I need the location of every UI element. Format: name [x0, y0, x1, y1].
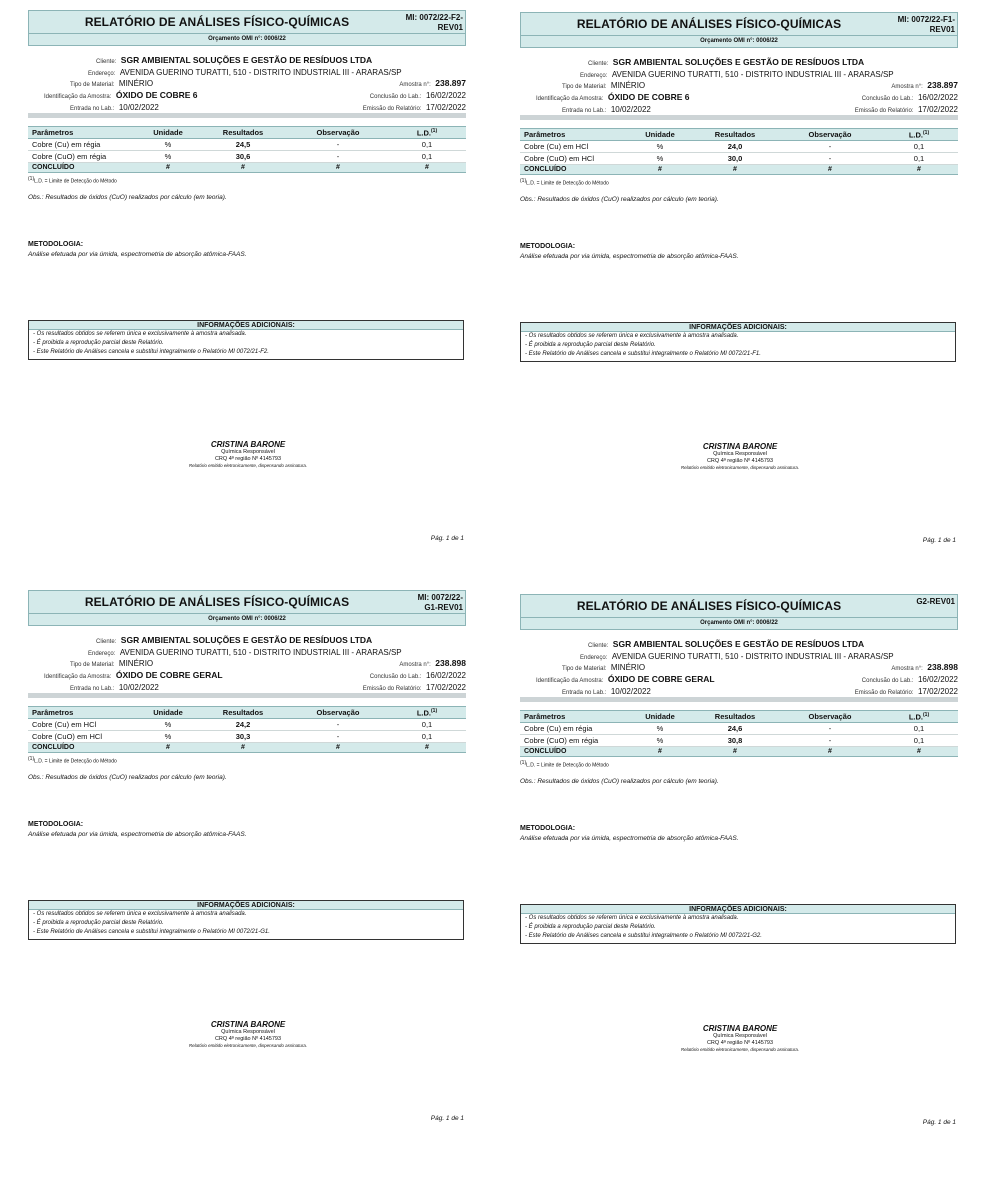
param-cell: Cobre (Cu) em régia: [28, 139, 138, 151]
hash-cell: #: [138, 743, 198, 753]
entrada-row: [70, 677, 466, 692]
info-adicionais-box: [28, 900, 464, 940]
param-cell: Cobre (CuO) em HCl: [520, 153, 630, 165]
result-cell: 30,0: [690, 153, 780, 165]
cliente-value: SGR AMBIENTAL SOLUÇÕES E GESTÃO DE RESÍDUOS LTDA: [612, 639, 865, 649]
info-line-3: - Este Relatório de Análises cancela e substitui integralmente o Relatório MI 0072/21-G1.: [33, 929, 270, 935]
identificacao-value: ÓXIDO DE COBRE GERAL: [607, 674, 715, 684]
separator-bar: [520, 115, 958, 120]
unit-cell: %: [138, 151, 198, 163]
info-adicionais-title: INFORMAÇÕES ADICIONAIS:: [29, 901, 463, 910]
separator-bar: [28, 113, 466, 118]
ld-footnote: $^{(1)}$L.D. = Limite de Detecção do Método: [28, 176, 117, 185]
ld-cell: 0,1: [880, 723, 958, 735]
unit-cell: %: [138, 719, 198, 731]
hash-cell: #: [630, 747, 690, 757]
hash-cell: #: [690, 165, 780, 175]
conclusao-value: 16/02/2022: [917, 675, 958, 684]
endereco-label: Endereço:: [580, 73, 608, 79]
entrada-label: Entrada no Lab.:: [562, 108, 607, 114]
result-cell: 24,2: [198, 719, 288, 731]
info-line-1: - Os resultados obtidos se referem única e exclusivamente à amostra analisada.: [33, 331, 247, 337]
amostra-value: 238.898: [927, 662, 958, 672]
entrada-value: 10/02/2022: [610, 687, 651, 696]
table-row: [28, 151, 466, 163]
header-parametros: Parâmetros: [28, 127, 138, 139]
header-resultados: Resultados: [690, 711, 780, 723]
signature-role: Química Responsável: [221, 449, 275, 455]
cliente-row: [588, 52, 865, 67]
report-code: [401, 13, 463, 33]
signature-block: [128, 1020, 368, 1048]
entrada-value: 10/02/2022: [610, 105, 651, 114]
hash-cell: #: [198, 163, 288, 173]
orcamento-number: Orçamento OMI n°: 0006/22: [520, 618, 958, 630]
tipo-value: MINÉRIO: [610, 81, 646, 90]
cliente-label: Cliente:: [588, 61, 609, 67]
header-resultados: Resultados: [690, 129, 780, 141]
hash-cell: #: [780, 165, 880, 175]
signature-note: Relatório emitido eletronicamente, dispensando assinatura.: [188, 463, 308, 468]
identificacao-row: [536, 87, 958, 102]
report-code-line2: G2-REV01: [916, 597, 955, 606]
table-row: [520, 153, 958, 165]
header-observacao: Observação: [780, 711, 880, 723]
page-number: Pág. 1 de 1: [430, 535, 464, 542]
tipo-label: Tipo de Material:: [70, 662, 115, 668]
obs-cell: -: [288, 731, 388, 743]
hash-cell: #: [198, 743, 288, 753]
report-code-line2: REV01: [437, 23, 463, 32]
concluido-cell: CONCLUÍDO: [520, 165, 630, 175]
concluido-cell: CONCLUÍDO: [28, 163, 138, 173]
table-row: [28, 719, 466, 731]
concluido-row: [520, 747, 958, 757]
entrada-value: 10/02/2022: [118, 683, 159, 692]
conclusao-label: Conclusão do Lab.:: [861, 678, 914, 684]
report-title: RELATÓRIO DE ANÁLISES FÍSICO-QUÍMICAS: [576, 17, 842, 31]
ld-cell: 0,1: [388, 151, 466, 163]
hash-cell: #: [388, 163, 466, 173]
endereco-value: AVENIDA GUERINO TURATTI, 510 - DISTRITO INDUSTRIAL III - ARARAS/SP: [611, 652, 894, 661]
table-row: [520, 735, 958, 747]
emissao-value: 17/02/2022: [917, 687, 958, 696]
page-number: Pág. 1 de 1: [922, 537, 956, 544]
signature-crq: CRQ 4ª região Nº 4145793: [214, 456, 282, 462]
result-cell: 24,6: [690, 723, 780, 735]
report-code: [401, 593, 463, 613]
orcamento-number: Orçamento OMI n°: 0006/22: [28, 34, 466, 46]
report-code-line1: MI: 0072/22-F1-: [897, 15, 955, 24]
report-code-line1: MI: 0072/22-: [417, 593, 463, 602]
ld-cell: 0,1: [880, 141, 958, 153]
ld-cell: 0,1: [388, 139, 466, 151]
ld-footnote: $^{(1)}$L.D. = Limite de Detecção do Método: [28, 756, 117, 765]
report-title: RELATÓRIO DE ANÁLISES FÍSICO-QUÍMICAS: [84, 15, 350, 29]
obs-cell: -: [288, 719, 388, 731]
metodologia-text: Análise efetuada por via úmida, espectrometria de absorção atômica-FAAS.: [520, 253, 739, 260]
header-parametros: Parâmetros: [520, 129, 630, 141]
tipo-value: MINÉRIO: [118, 79, 154, 88]
ld-cell: 0,1: [880, 153, 958, 165]
cliente-value: SGR AMBIENTAL SOLUÇÕES E GESTÃO DE RESÍDUOS LTDA: [120, 635, 373, 645]
header-unidade: Unidade: [138, 127, 198, 139]
metodologia-title: METODOLOGIA:: [520, 825, 576, 832]
emissao-label: Emissão do Relatório:: [854, 690, 914, 696]
header-observacao: Observação: [288, 127, 388, 139]
results-header-row: [520, 129, 958, 141]
entrada-row: [562, 99, 958, 114]
endereco-label: Endereço:: [580, 655, 608, 661]
entrada-label: Entrada no Lab.:: [70, 686, 115, 692]
metodologia-text: Análise efetuada por via úmida, espectrometria de absorção atômica-FAAS.: [28, 251, 247, 258]
endereco-value: AVENIDA GUERINO TURATTI, 510 - DISTRITO INDUSTRIAL III - ARARAS/SP: [119, 648, 402, 657]
tipo-row: [70, 73, 466, 88]
result-cell: 30,8: [690, 735, 780, 747]
param-cell: Cobre (Cu) em HCl: [28, 719, 138, 731]
info-line-2: - É proibida a reprodução parcial deste Relatório.: [525, 924, 656, 930]
header-parametros: Parâmetros: [520, 711, 630, 723]
report-code: [893, 15, 955, 35]
emissao-value: 17/02/2022: [425, 103, 466, 112]
report-title: RELATÓRIO DE ANÁLISES FÍSICO-QUÍMICAS: [84, 595, 350, 609]
conclusao-value: 16/02/2022: [917, 93, 958, 102]
separator-bar: [520, 697, 958, 702]
conclusao-value: 16/02/2022: [425, 671, 466, 680]
obs-note: Obs.: Resultados de óxidos (CuO) realizados por cálculo (em teoria).: [28, 774, 227, 781]
signature-role: Química Responsável: [221, 1029, 275, 1035]
param-cell: Cobre (CuO) em HCl: [28, 731, 138, 743]
info-adicionais-box: [520, 322, 956, 362]
cliente-label: Cliente:: [96, 639, 117, 645]
metodologia-text: Análise efetuada por via úmida, espectrometria de absorção atômica-FAAS.: [520, 835, 739, 842]
info-adicionais-title: INFORMAÇÕES ADICIONAIS:: [29, 321, 463, 330]
info-line-1: - Os resultados obtidos se referem única e exclusivamente à amostra analisada.: [525, 333, 739, 339]
amostra-value: 238.897: [435, 78, 466, 88]
identificacao-row: [536, 669, 958, 684]
signature-crq: CRQ 4ª região Nº 4145793: [706, 1040, 774, 1046]
hash-cell: #: [388, 743, 466, 753]
ld-cell: 0,1: [388, 731, 466, 743]
header-ld: L.D.$^{(1)}$: [880, 711, 958, 723]
identificacao-row: [44, 665, 466, 680]
unit-cell: %: [630, 723, 690, 735]
metodologia-title: METODOLOGIA:: [520, 243, 576, 250]
results-table: [28, 126, 466, 173]
tipo-label: Tipo de Material:: [70, 82, 115, 88]
amostra-label: Amostra n°:: [399, 662, 431, 668]
header-ld: L.D.$^{(1)}$: [880, 129, 958, 141]
report-page: [28, 590, 468, 1150]
results-table: [520, 710, 958, 757]
amostra-value: 238.898: [435, 658, 466, 668]
info-line-2: - É proibida a reprodução parcial deste Relatório.: [33, 920, 164, 926]
cliente-label: Cliente:: [588, 643, 609, 649]
cliente-value: SGR AMBIENTAL SOLUÇÕES E GESTÃO DE RESÍDUOS LTDA: [612, 57, 865, 67]
header-resultados: Resultados: [198, 127, 288, 139]
result-cell: 24,5: [198, 139, 288, 151]
hash-cell: #: [780, 747, 880, 757]
info-line-1: - Os resultados obtidos se referem única e exclusivamente à amostra analisada.: [33, 911, 247, 917]
report-title: RELATÓRIO DE ANÁLISES FÍSICO-QUÍMICAS: [576, 599, 842, 613]
amostra-label: Amostra n°:: [891, 84, 923, 90]
endereco-label: Endereço:: [88, 71, 116, 77]
tipo-value: MINÉRIO: [610, 663, 646, 672]
result-cell: 30,6: [198, 151, 288, 163]
obs-note: Obs.: Resultados de óxidos (CuO) realizados por cálculo (em teoria).: [28, 194, 227, 201]
identificacao-value: ÓXIDO DE COBRE GERAL: [115, 670, 223, 680]
conclusao-label: Conclusão do Lab.:: [861, 96, 914, 102]
report-code-line1: MI: 0072/22-F2-: [405, 13, 463, 22]
tipo-label: Tipo de Material:: [562, 666, 607, 672]
concluido-row: [28, 163, 466, 173]
conclusao-value: 16/02/2022: [425, 91, 466, 100]
entrada-row: [562, 681, 958, 696]
signature-name: CRISTINA BARONE: [702, 442, 778, 451]
unit-cell: %: [138, 139, 198, 151]
identificacao-label: Identificação da Amostra:: [536, 678, 604, 684]
endereco-value: AVENIDA GUERINO TURATTI, 510 - DISTRITO INDUSTRIAL III - ARARAS/SP: [611, 70, 894, 79]
signature-note: Relatório emitido eletronicamente, dispensando assinatura.: [680, 465, 800, 470]
info-adicionais-box: [28, 320, 464, 360]
report-code-line2: G1-REV01: [424, 603, 463, 612]
identificacao-row: [44, 85, 466, 100]
orcamento-number: Orçamento OMI n°: 0006/22: [28, 614, 466, 626]
identificacao-label: Identificação da Amostra:: [44, 94, 112, 100]
table-row: [520, 141, 958, 153]
unit-cell: %: [138, 731, 198, 743]
separator-bar: [28, 693, 466, 698]
obs-cell: -: [780, 141, 880, 153]
report-title-bar: [520, 12, 958, 36]
endereco-label: Endereço:: [88, 651, 116, 657]
report-page: [28, 10, 468, 570]
header-unidade: Unidade: [630, 711, 690, 723]
info-adicionais-title: INFORMAÇÕES ADICIONAIS:: [521, 905, 955, 914]
identificacao-value: ÓXIDO DE COBRE 6: [607, 92, 690, 102]
report-code-line2: REV01: [929, 25, 955, 34]
entrada-row: [70, 97, 466, 112]
cliente-row: [588, 634, 865, 649]
hash-cell: #: [288, 163, 388, 173]
header-parametros: Parâmetros: [28, 707, 138, 719]
hash-cell: #: [288, 743, 388, 753]
entrada-label: Entrada no Lab.:: [70, 106, 115, 112]
hash-cell: #: [630, 165, 690, 175]
signature-role: Química Responsável: [713, 451, 767, 457]
header-resultados: Resultados: [198, 707, 288, 719]
signature-block: [128, 440, 368, 468]
signature-note: Relatório emitido eletronicamente, dispensando assinatura.: [680, 1047, 800, 1052]
amostra-value: 238.897: [927, 80, 958, 90]
header-observacao: Observação: [780, 129, 880, 141]
entrada-value: 10/02/2022: [118, 103, 159, 112]
cliente-row: [96, 630, 373, 645]
param-cell: Cobre (Cu) em régia: [520, 723, 630, 735]
header-observacao: Observação: [288, 707, 388, 719]
emissao-label: Emissão do Relatório:: [362, 686, 422, 692]
report-title-bar: [520, 594, 958, 618]
results-table: [28, 706, 466, 753]
amostra-label: Amostra n°:: [891, 666, 923, 672]
obs-note: Obs.: Resultados de óxidos (CuO) realizados por cálculo (em teoria).: [520, 778, 719, 785]
obs-note: Obs.: Resultados de óxidos (CuO) realizados por cálculo (em teoria).: [520, 196, 719, 203]
tipo-row: [562, 75, 958, 90]
cliente-value: SGR AMBIENTAL SOLUÇÕES E GESTÃO DE RESÍDUOS LTDA: [120, 55, 373, 65]
concluido-cell: CONCLUÍDO: [520, 747, 630, 757]
hash-cell: #: [138, 163, 198, 173]
table-row: [28, 139, 466, 151]
conclusao-label: Conclusão do Lab.:: [369, 674, 422, 680]
info-line-2: - É proibida a reprodução parcial deste Relatório.: [33, 340, 164, 346]
signature-crq: CRQ 4ª região Nº 4145793: [706, 458, 774, 464]
emissao-value: 17/02/2022: [917, 105, 958, 114]
info-adicionais-box: [520, 904, 956, 944]
amostra-label: Amostra n°:: [399, 82, 431, 88]
report-page: [520, 12, 960, 572]
obs-cell: -: [288, 151, 388, 163]
report-page: [520, 594, 960, 1154]
entrada-label: Entrada no Lab.:: [562, 690, 607, 696]
signature-crq: CRQ 4ª região Nº 4145793: [214, 1036, 282, 1042]
ld-footnote: $^{(1)}$L.D. = Limite de Detecção do Método: [520, 178, 609, 187]
tipo-row: [70, 653, 466, 668]
info-adicionais-title: INFORMAÇÕES ADICIONAIS:: [521, 323, 955, 332]
header-ld: L.D.$^{(1)}$: [388, 127, 466, 139]
tipo-row: [562, 657, 958, 672]
unit-cell: %: [630, 735, 690, 747]
report-title-bar: [28, 590, 466, 614]
signature-role: Química Responsável: [713, 1033, 767, 1039]
signature-name: CRISTINA BARONE: [210, 1020, 286, 1029]
param-cell: Cobre (CuO) em régia: [28, 151, 138, 163]
metodologia-title: METODOLOGIA:: [28, 241, 84, 248]
obs-cell: -: [780, 735, 880, 747]
param-cell: Cobre (CuO) em régia: [520, 735, 630, 747]
ld-cell: 0,1: [880, 735, 958, 747]
param-cell: Cobre (Cu) em HCl: [520, 141, 630, 153]
result-cell: 24,0: [690, 141, 780, 153]
results-table: [520, 128, 958, 175]
header-ld: L.D.$^{(1)}$: [388, 707, 466, 719]
conclusao-label: Conclusão do Lab.:: [369, 94, 422, 100]
unit-cell: %: [630, 141, 690, 153]
table-row: [28, 731, 466, 743]
obs-cell: -: [780, 153, 880, 165]
report-title-bar: [28, 10, 466, 34]
report-code: [893, 597, 955, 607]
page-number: Pág. 1 de 1: [922, 1119, 956, 1126]
header-unidade: Unidade: [630, 129, 690, 141]
unit-cell: %: [630, 153, 690, 165]
identificacao-label: Identificação da Amostra:: [536, 96, 604, 102]
result-cell: 30,3: [198, 731, 288, 743]
header-unidade: Unidade: [138, 707, 198, 719]
cliente-row: [96, 50, 373, 65]
orcamento-number: Orçamento OMI n°: 0006/22: [520, 36, 958, 48]
signature-note: Relatório emitido eletronicamente, dispensando assinatura.: [188, 1043, 308, 1048]
emissao-value: 17/02/2022: [425, 683, 466, 692]
obs-cell: -: [288, 139, 388, 151]
info-line-3: - Este Relatório de Análises cancela e substitui integralmente o Relatório MI 0072/21-F1.: [525, 351, 761, 357]
hash-cell: #: [880, 747, 958, 757]
info-line-3: - Este Relatório de Análises cancela e substitui integralmente o Relatório MI 0072/21-G2.: [525, 933, 762, 939]
metodologia-title: METODOLOGIA:: [28, 821, 84, 828]
hash-cell: #: [690, 747, 780, 757]
ld-cell: 0,1: [388, 719, 466, 731]
info-line-2: - É proibida a reprodução parcial deste Relatório.: [525, 342, 656, 348]
concluido-cell: CONCLUÍDO: [28, 743, 138, 753]
tipo-label: Tipo de Material:: [562, 84, 607, 90]
metodologia-text: Análise efetuada por via úmida, espectrometria de absorção atômica-FAAS.: [28, 831, 247, 838]
identificacao-label: Identificação da Amostra:: [44, 674, 112, 680]
results-header-row: [520, 711, 958, 723]
results-header-row: [28, 127, 466, 139]
tipo-value: MINÉRIO: [118, 659, 154, 668]
signature-name: CRISTINA BARONE: [210, 440, 286, 449]
page-number: Pág. 1 de 1: [430, 1115, 464, 1122]
hash-cell: #: [880, 165, 958, 175]
ld-footnote: $^{(1)}$L.D. = Limite de Detecção do Método: [520, 760, 609, 769]
signature-block: [620, 1024, 860, 1052]
concluido-row: [520, 165, 958, 175]
table-row: [520, 723, 958, 735]
results-header-row: [28, 707, 466, 719]
signature-name: CRISTINA BARONE: [702, 1024, 778, 1033]
endereco-value: AVENIDA GUERINO TURATTI, 510 - DISTRITO INDUSTRIAL III - ARARAS/SP: [119, 68, 402, 77]
concluido-row: [28, 743, 466, 753]
emissao-label: Emissão do Relatório:: [854, 108, 914, 114]
cliente-label: Cliente:: [96, 59, 117, 65]
identificacao-value: ÓXIDO DE COBRE 6: [115, 90, 198, 100]
signature-block: [620, 442, 860, 470]
info-line-3: - Este Relatório de Análises cancela e substitui integralmente o Relatório MI 0072/21-F2.: [33, 349, 269, 355]
info-line-1: - Os resultados obtidos se referem única e exclusivamente à amostra analisada.: [525, 915, 739, 921]
obs-cell: -: [780, 723, 880, 735]
emissao-label: Emissão do Relatório:: [362, 106, 422, 112]
